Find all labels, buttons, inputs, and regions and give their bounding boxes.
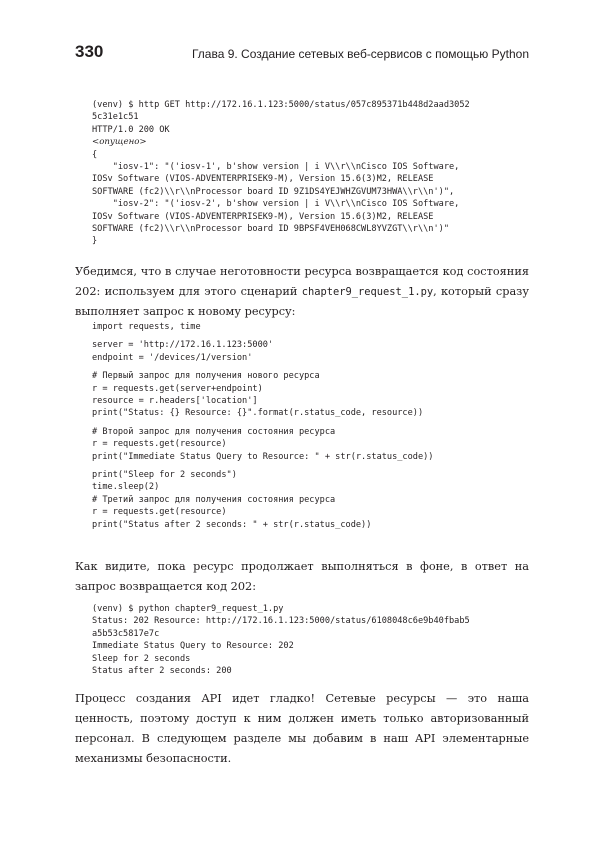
code-line: print("Status after 2 seconds: " + str(r.status_code)) [92,519,372,530]
code-block-request-script [92,321,433,531]
paragraph-background-processing: Как видите, пока ресурс продолжает выполняться в фоне, в ответ на запрос возвращается код 202: [75,560,529,593]
code-line: SOFTWARE (fc2)\\r\\nProcessor board ID 9BPSF4VEH068CWL8YVZGT\\r\\n')" [92,224,449,235]
code-line: Immediate Status Query to Resource: 202 [92,641,294,652]
code-comment: # Второй запрос для получения состояния ресурса [92,426,336,437]
code-line: server = 'http://172.16.1.123:5000' [92,340,274,351]
code-line: HTTP/1.0 200 OK [92,124,170,135]
code-line: Status after 2 seconds: 200 [92,666,232,677]
page-header [75,42,529,70]
chapter-title: Глава 9. Создание сетевых веб-сервисов с помощью Python [191,47,529,61]
page-number: 330 [75,42,104,61]
omitted-marker: <опущено> [92,137,147,148]
code-line: r = requests.get(resource) [92,439,227,450]
code-line: import requests, time [92,322,201,332]
code-line: { [92,149,98,160]
code-line: SOFTWARE (fc2)\\r\\nProcessor board ID 9Z1DS4YEJWHZGVUM73HWA\\r\\n')", [92,186,455,197]
code-line: time.sleep(2) [92,482,160,493]
code-line: print("Status: {} Resource: {}".format(r.status_code, resource)) [92,408,424,419]
code-line: print("Sleep for 2 seconds") [92,470,237,481]
code-block-http-get [92,99,470,248]
code-line: "iosv-1": "('iosv-1', b'show version | i V\\r\\nCisco IOS Software, [92,162,460,173]
paragraph-request-script [75,262,529,322]
code-line: endpoint = '/devices/1/version' [92,352,253,363]
code-line: print("Immediate Status Query to Resource: " + str(r.status_code)) [92,451,434,462]
code-line: (venv) $ python chapter9_request_1.py [92,604,284,614]
code-line: resource = r.headers['location'] [92,396,258,407]
code-line: Status: 202 Resource: http://172.16.1.123:5000/status/6108048c6e9b40fbab5 [92,616,470,627]
code-line: Sleep for 2 seconds [92,653,191,664]
code-block-run-output [92,603,470,677]
code-line: r = requests.get(resource) [92,507,227,518]
code-line: (venv) $ http GET http://172.16.1.123:5000/status/057c895371b448d2aad3052 [92,100,470,110]
script-filename: chapter9_request_1.py [301,286,434,298]
code-line: } [92,236,98,247]
code-line: a5b53c5817e7c [92,628,160,639]
paragraph-security-intro: Процесс создания API идет гладко! Сетевые ресурсы — это наша ценность, поэтому доступ к ним должен иметь только авторизованный персонал. В следующем разделе мы добавим в наш API элементарные механизмы безопасности. [75,692,529,765]
code-line: "iosv-2": "('iosv-2', b'show version | i V\\r\\nCisco IOS Software, [92,199,460,210]
paragraph-text: , который сразу выполняет запрос к новому ресурсу: [75,285,529,318]
paragraph-text: Убедимся, что в случае неготовности ресурса возвращается код состояния 202: используем для этого сценарий [75,265,529,298]
code-line: r = requests.get(server+endpoint) [92,383,263,394]
code-comment: # Первый запрос для получения нового ресурса [92,371,320,382]
code-line: 5c31e1c51 [92,112,139,123]
code-line: IOSv Software (VIOS-ADVENTERPRISEK9-M), Version 15.6(3)M2, RELEASE [92,174,434,185]
code-comment: # Третий запрос для получения состояния ресурса [92,494,336,505]
code-line: IOSv Software (VIOS-ADVENTERPRISEK9-M), Version 15.6(3)M2, RELEASE [92,211,434,222]
